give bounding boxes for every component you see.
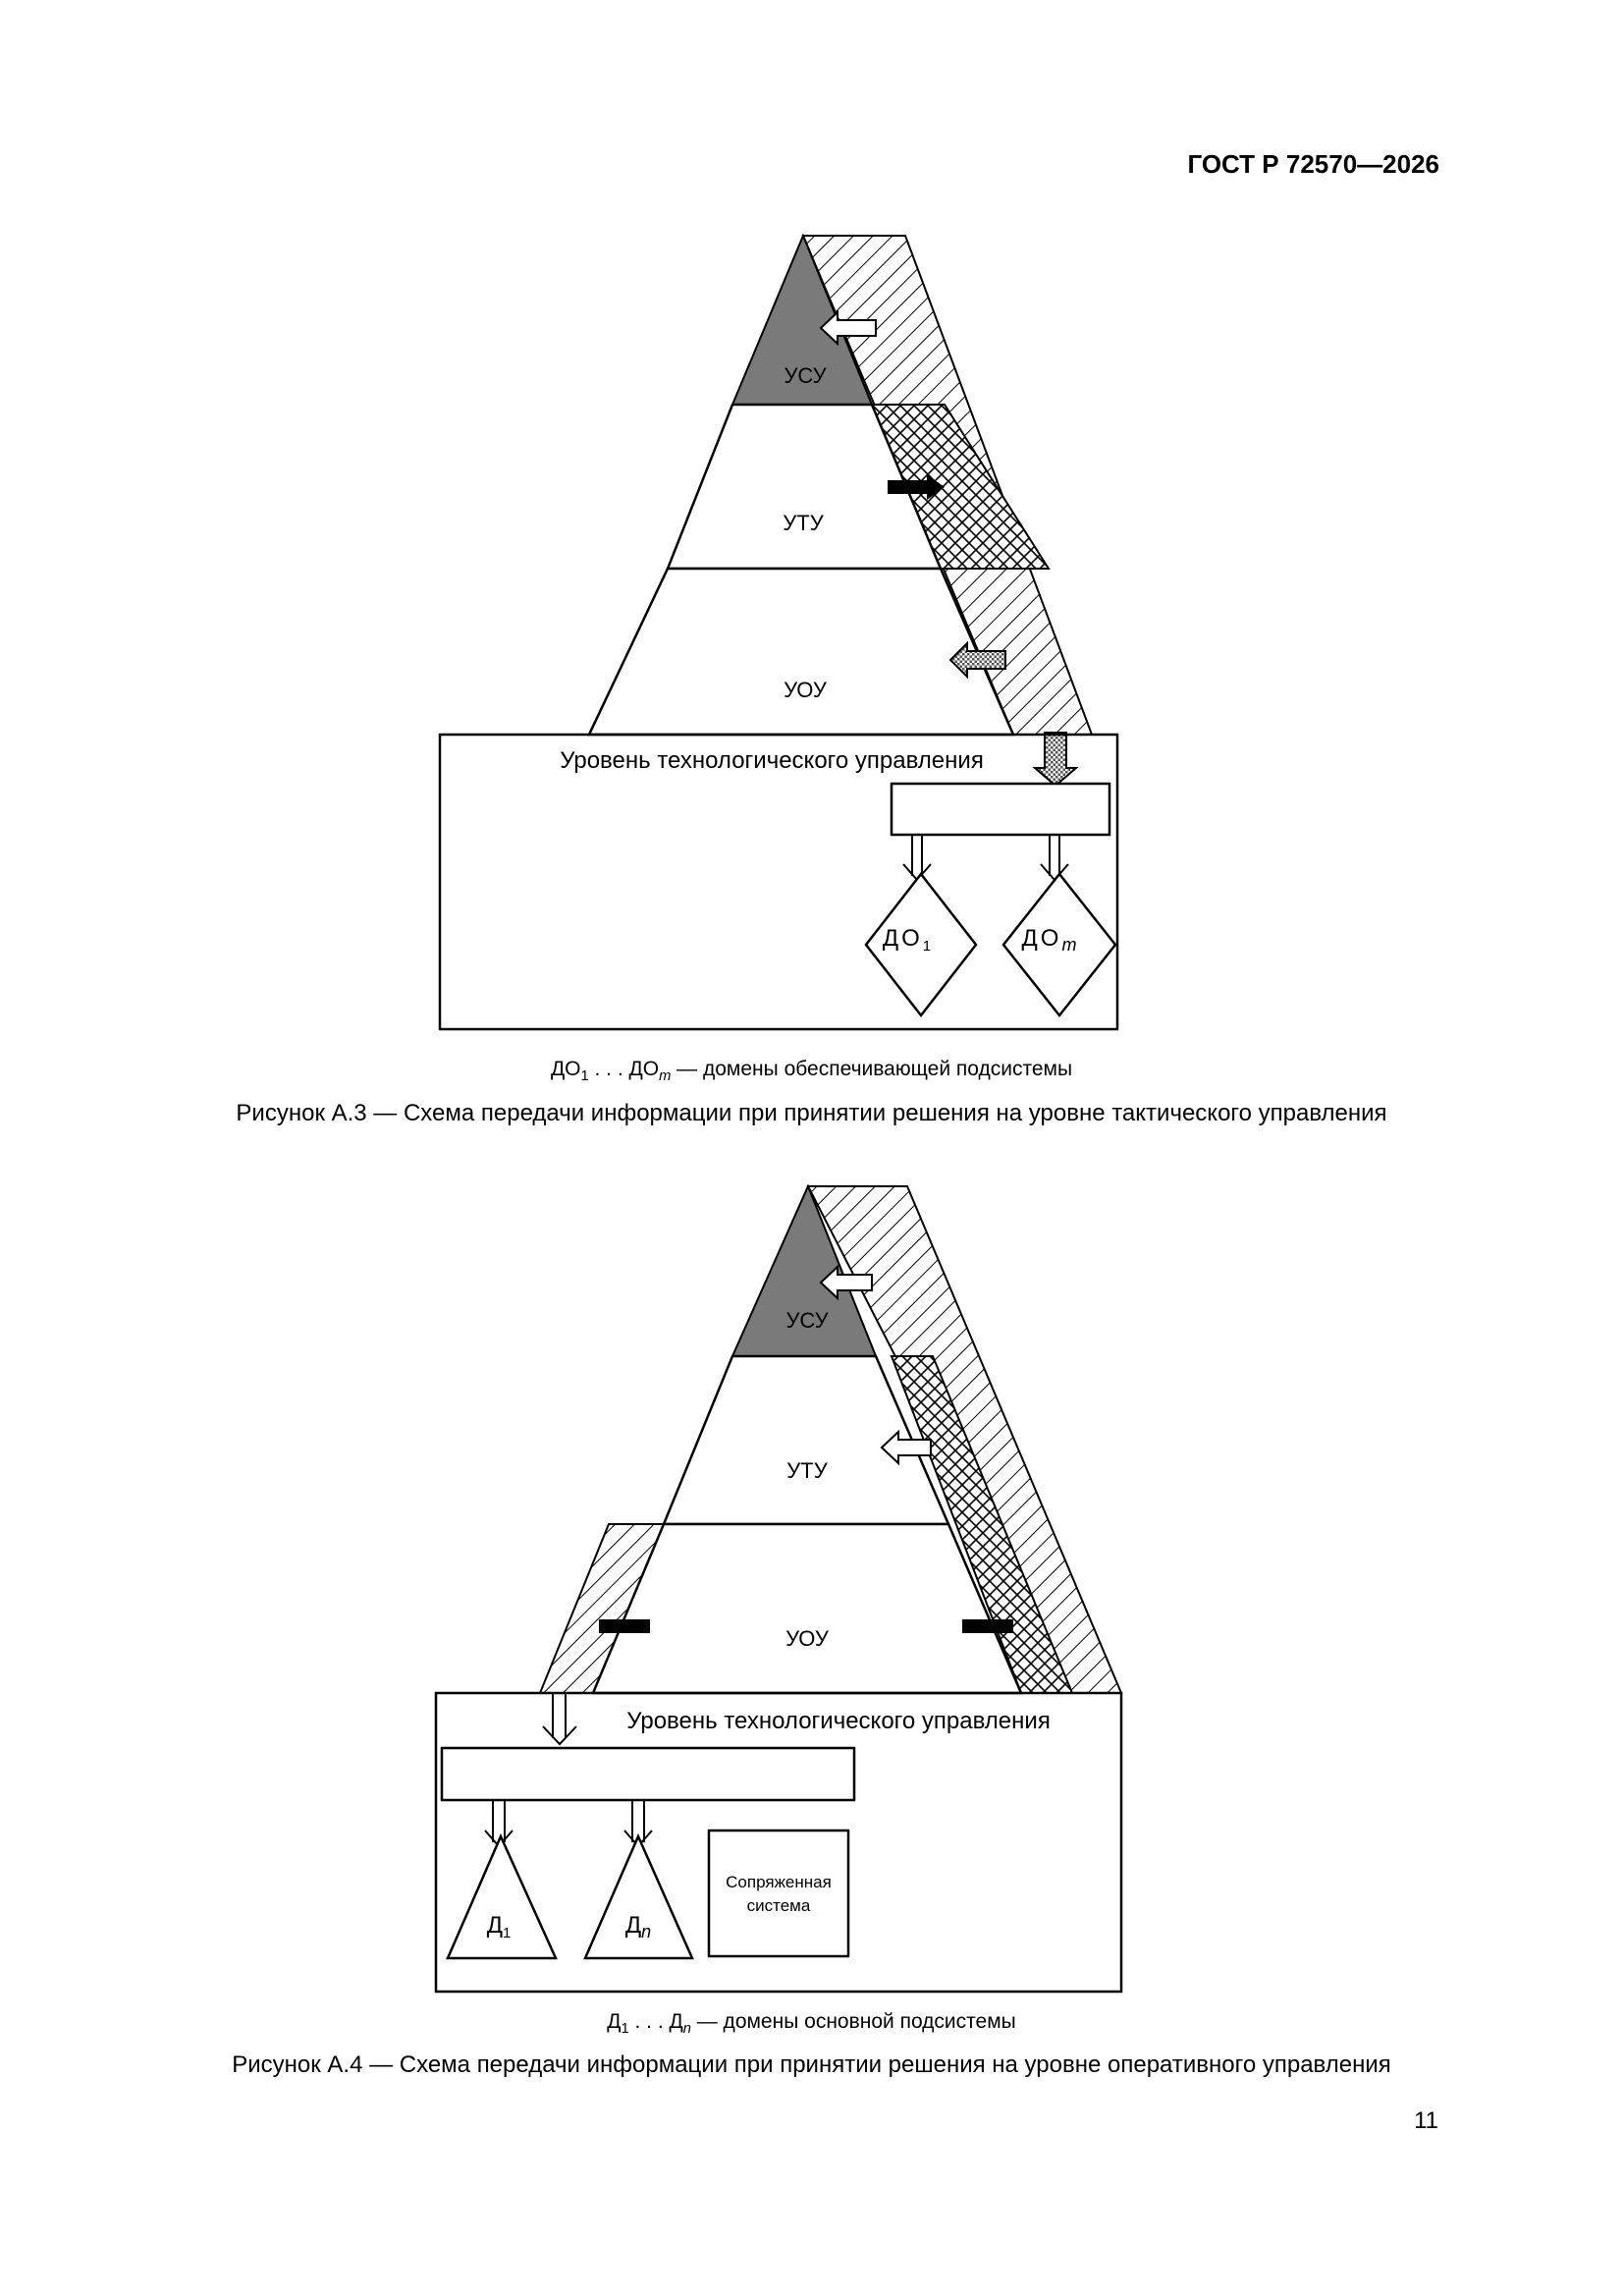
domain-label-n: $Д_n$ xyxy=(624,1912,652,1941)
level-label-tactical: УТУ xyxy=(783,511,824,535)
level-label-strategic: УСУ xyxy=(785,1308,829,1333)
coupled-system-label-line2: система xyxy=(746,1896,811,1915)
domain-triangle-n xyxy=(585,1836,692,1958)
domain-label-1: $Д_1$ xyxy=(486,1912,512,1941)
solid-bar-icon xyxy=(599,1619,650,1633)
tech-level-label: Уровень технологического управления xyxy=(626,1708,1051,1734)
level-label-strategic: УСУ xyxy=(784,363,827,388)
double-arrow-icon xyxy=(543,1693,576,1744)
coupled-system-box xyxy=(709,1831,848,1956)
domain-label-m: $ДО_m$ xyxy=(1021,925,1080,955)
pyramid-bottom-level xyxy=(593,1524,1021,1693)
page-number: 11 xyxy=(1414,2107,1438,2134)
domain-label-1: $ДО_1$ xyxy=(882,925,935,955)
tech-level-label: Уровень технологического управления xyxy=(560,747,984,774)
level-label-operational: УОУ xyxy=(785,1626,829,1651)
figure-a4-caption: Рисунок А.4 — Схема передачи информации при принятии решения на уровне оперативного управления xyxy=(232,2051,1391,2078)
figure-a4-legend: $Д_1$ . . . $Д_n$ — домены основной подсистемы xyxy=(607,2010,1016,2038)
document-code: ГОСТ Р 72570—2026 xyxy=(1187,149,1439,179)
coupled-system-label-line1: Сопряженная xyxy=(726,1873,832,1891)
figure-a3-caption: Рисунок А.3 — Схема передачи информации при принятии решения на уровне тактического управления xyxy=(236,1100,1387,1126)
level-label-operational: УОУ xyxy=(784,678,827,702)
figure-a3-legend: $ДО_1$ . . . $ДО_m$ — домены обеспечивающей подсистемы xyxy=(550,1058,1073,1085)
distribution-bar xyxy=(442,1748,854,1800)
level-label-tactical: УТУ xyxy=(786,1458,828,1483)
solid-bar-icon xyxy=(962,1619,1013,1633)
